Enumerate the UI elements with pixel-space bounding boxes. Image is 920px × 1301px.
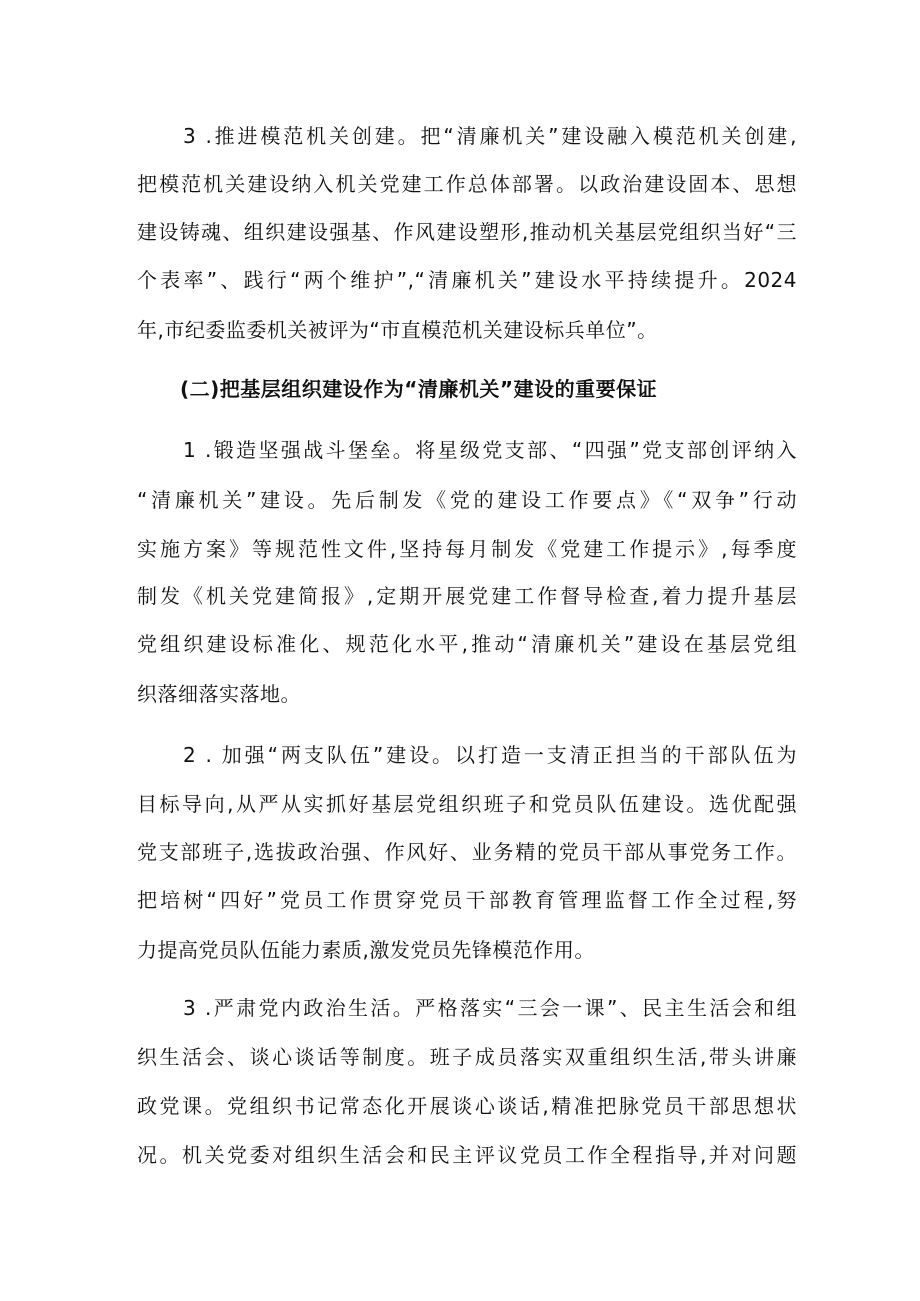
text-line: “清廉机关”建设。先后制发《党的建设工作要点》《“双争”行动 <box>137 488 797 512</box>
text-line: 建设铸魂、组织建设强基、作风建设塑形,推动机关基层党组织当好“三 <box>137 220 797 244</box>
text-line: 织生活会、谈心谈话等制度。班子成员落实双重组织生活,带头讲廉 <box>137 1045 797 1069</box>
text-line: 把模范机关建设纳入机关党建工作总体部署。以政治建设固本、思想 <box>137 172 797 196</box>
text-line: 力提高党员队伍能力素质,激发党员先锋模范作用。 <box>137 938 595 962</box>
section-heading: (二)把基层组织建设作为“清廉机关”建设的重要保证 <box>180 377 658 401</box>
text-line: 个表率”、践行“两个维护”,“清廉机关”建设水平持续提升。2024 <box>137 268 797 292</box>
text-line: 把培树“四好”党员工作贯穿党员干部教育管理监督工作全过程,努 <box>137 888 797 912</box>
text-line: 实施方案》等规范性文件,坚持每月制发《党建工作提示》,每季度 <box>137 537 797 561</box>
text-line: 党支部班子,选拔政治强、作风好、业务精的党员干部从事党务工作。 <box>137 840 797 864</box>
text-line: 党组织建设标准化、规范化水平,推动“清廉机关”建设在基层党组 <box>137 632 797 656</box>
text-line: 织落细落实落地。 <box>137 682 301 706</box>
text-line: 况。机关党委对组织生活会和民主评议党员工作全程指导,并对问题 <box>137 1143 797 1167</box>
text-line: 2 . 加强“两支队伍”建设。以打造一支清正担当的干部队伍为 <box>183 743 797 767</box>
text-line: 1 .锻造坚强战斗堡垒。将星级党支部、“四强”党支部创评纳入 <box>183 438 797 462</box>
text-line: 政党课。党组织书记常态化开展谈心谈话,精准把脉党员干部思想状 <box>137 1094 797 1118</box>
text-line: 年,市纪委监委机关被评为“市直模范机关建设标兵单位”。 <box>137 318 658 342</box>
text-line: 3 .推进模范机关创建。把“清廉机关”建设融入模范机关创建, <box>183 124 797 148</box>
text-line: 制发《机关党建简报》,定期开展党建工作督导检查,着力提升基层 <box>137 584 797 608</box>
text-line: 目标导向,从严从实抓好基层党组织班子和党员队伍建设。选优配强 <box>137 792 797 816</box>
text-line: 3 .严肃党内政治生活。严格落实“三会一课”、民主生活会和组 <box>183 996 797 1020</box>
